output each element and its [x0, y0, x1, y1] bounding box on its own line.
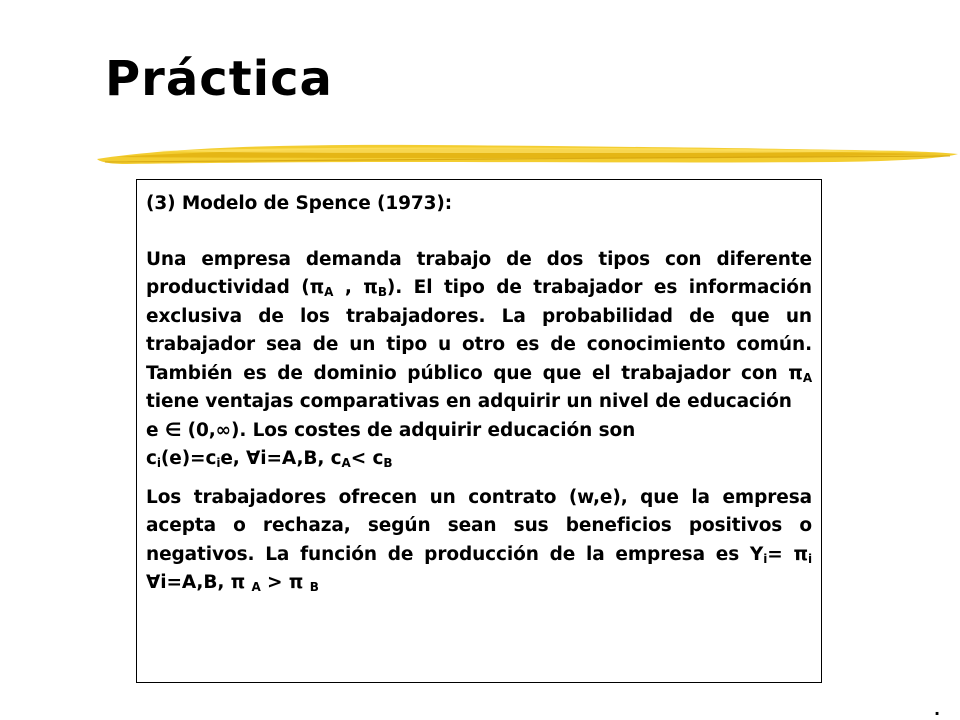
subscript-i: i	[763, 551, 768, 566]
p1-text-2: ,	[333, 277, 364, 298]
subscript-b: B	[383, 456, 393, 470]
section-heading: (3) Modelo de Spence (1973):	[146, 193, 453, 214]
p2-text-3: ∀i=A,B,	[146, 572, 231, 593]
cost-c: c	[146, 448, 157, 469]
content-box	[136, 179, 822, 683]
pi-symbol: π	[288, 572, 304, 593]
pi-symbol: π	[793, 543, 808, 565]
subscript-a: A	[802, 370, 812, 385]
education-range-line: e ∈ (0,∞). Los costes de adquirir educación son	[146, 419, 636, 441]
pi-symbol: π	[230, 572, 246, 593]
subscript-i: i	[807, 551, 812, 566]
subscript-a: A	[341, 456, 351, 470]
cost-text-3: < c	[350, 448, 384, 469]
subscript-b: B	[377, 285, 387, 299]
subscript-i: i	[216, 456, 221, 470]
p2-text-1: Los trabajadores ofrecen un contrato (w,e), que la empresa acepta o rechaza, según sean sus beneficios positivos o negativos. La función de producción de la empresa es Y	[146, 486, 812, 565]
p1-text-4: tiene ventajas comparativas en adquirir un nivel de educación	[146, 391, 792, 412]
cost-text-1: (e)=c	[160, 448, 217, 469]
p2-text-2: =	[767, 543, 794, 565]
pi-symbol: π	[363, 277, 378, 298]
pi-symbol: π	[309, 277, 325, 298]
paragraph-contract	[146, 484, 812, 598]
cost-text-2: e, ∀i=A,B, c	[220, 448, 342, 469]
footer-dot: .	[934, 700, 941, 719]
slide-title: Práctica	[105, 51, 333, 107]
brush-stroke-divider	[95, 135, 960, 175]
p1-text-1: Una empresa demanda trabajo de dos tipos con diferente productividad (	[146, 248, 812, 298]
pi-symbol: π	[788, 362, 803, 384]
subscript-a: A	[251, 580, 261, 594]
subscript-a: A	[324, 285, 334, 299]
p1-text-3: ). El tipo de trabajador es información exclusiva de los trabajadores. La probabilidad de que un trabajador sea de un tipo u otro es de conocimiento común. También es de dominio público que que el trabajador con	[146, 277, 812, 384]
subscript-i: i	[156, 456, 161, 470]
subscript-b: B	[309, 580, 319, 594]
cost-function-line	[146, 445, 812, 474]
p2-text-4: >	[260, 572, 289, 593]
paragraph-model-description	[146, 246, 812, 474]
